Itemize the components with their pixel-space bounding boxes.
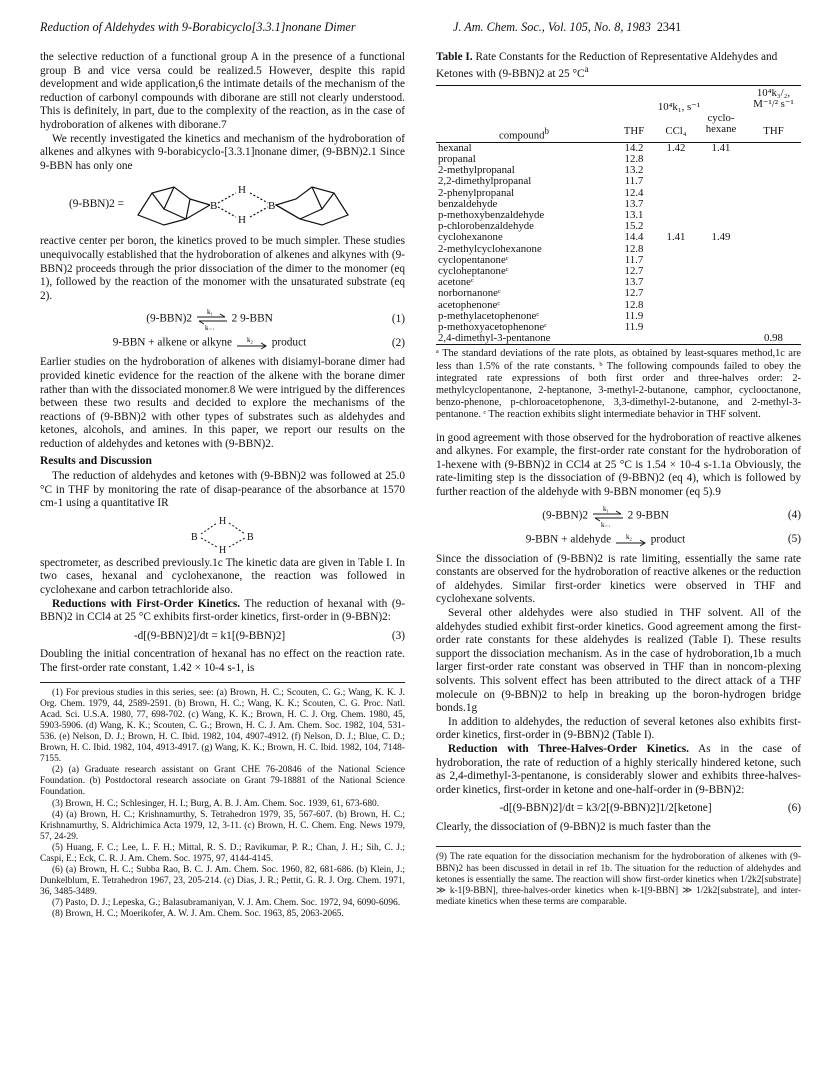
- ccl4-cell: [656, 199, 696, 210]
- compound-cell: p-methoxybenzaldehyde: [438, 208, 545, 221]
- equilibrium-arrow: [591, 505, 625, 527]
- equation-expr: 9-BBN + aldehyde k₂ product: [436, 532, 775, 548]
- svg-text:B: B: [210, 200, 218, 213]
- ccl4-cell: 1.42: [666, 141, 686, 154]
- equilibrium-arrow: [195, 308, 229, 330]
- paragraph: Since the dissociation of (9-BBN)2 is rate limiting, essentially the same rate constants are observed for the hydroboration of reactive alkenes or the reduction of aldehydes. Similar first-order kinetics were observed in THF and cyclohexane solvents.: [436, 552, 801, 606]
- paragraph: Reduction with Three-Halves-Order Kinetics. As in the case of hydroboration, the rate of reduction of a highly sterically hindered ketone, such as 2,4-dimethyl-3-pentanone, is considerably slower and exhibits three-halves-order kinetics, first-order in ketone and one-half-order in (9-BBN)2:: [436, 742, 801, 796]
- ccl4-cell: [656, 311, 696, 322]
- paragraph: Doubling the initial concentration of hexanal has no effect on the reaction rate. The first-order rate constant, 1.42 × 10-4 s-1, is: [40, 648, 405, 674]
- ccl4-cell: [656, 288, 696, 299]
- thf-cell: 11.7: [624, 175, 644, 188]
- k32-cell: [746, 266, 801, 277]
- bbn-bridge-drawing: [183, 514, 263, 554]
- k32-cell: [746, 210, 801, 221]
- cyclohexane-cell: 1.49: [711, 231, 731, 244]
- thf-cell: 12.4: [624, 186, 644, 199]
- cyclohexane-cell: [696, 244, 746, 255]
- references: [40, 682, 405, 921]
- k32-cell: [746, 154, 801, 165]
- svg-text:k₋₁: k₋₁: [204, 324, 215, 331]
- header-cyclohexane: cyclo-hexane: [696, 113, 746, 142]
- compound-cell: cycloheptanoneᶜ: [438, 265, 509, 277]
- paragraph: Several other aldehydes were also studied in THF solvent. All of the aldehydes studied exhibit first-order kinetics. Good agreement among the first-order rate constants for these aldehydes is realized (Table I). These results support the dissociation mechanism. As in the case of hydroboration,1b a much larger first-order rate constant was observed in THF than in noncom-plexing solvents. This solvent effect has been attributed to the direct attack of a THF molecule on (9-BBN)2 to help in breaking up the boron-hydrogen bridge bonds.1g: [436, 606, 801, 715]
- compound-cell: 2,4-dimethyl-3-pentanone: [436, 333, 612, 345]
- thf-cell: 13.7: [624, 197, 644, 210]
- thf-cell: 11.9: [624, 321, 644, 334]
- k32-cell: [746, 288, 801, 299]
- compound-cell: acetophenoneᶜ: [438, 298, 501, 311]
- compound-cell: cyclopentanoneᶜ: [438, 253, 509, 266]
- thf-cell: 13.7: [624, 276, 644, 289]
- cyclohexane-cell: [696, 311, 746, 322]
- compound-cell: benzaldehyde: [438, 197, 498, 210]
- cyclohexane-cell: [696, 322, 746, 333]
- compound-cell: 2,2-dimethylpropanal: [438, 175, 532, 188]
- ccl4-cell: [656, 277, 696, 288]
- equation-5: [436, 532, 801, 548]
- ccl4-cell: [656, 255, 696, 266]
- k32-cell: [746, 188, 801, 199]
- equation-number: (1): [391, 312, 405, 325]
- paragraph: in good agreement with those observed for the hydroboration of reactive alkenes and alkynes. For example, the first-order rate constant for the hydroboration of 1-hexene with (9-BBN)2 in CCl4 at 25 °C is 1.54 × 10-4 s-1.1a Obviously, the rate-limiting step is the dissociation of (9-BBN)2 (eq 4), which is followed by further reaction of the aldehyde with 9-BBN monomer (eq 5).9: [436, 431, 801, 499]
- header-k1: 10⁴k₁, s⁻¹: [612, 85, 746, 113]
- compound-cell: p-methylacetophenoneᶜ: [438, 309, 540, 322]
- thf-cell: 12.8: [624, 152, 644, 165]
- paragraph: Clearly, the dissociation of (9-BBN)2 is much faster than the: [436, 820, 711, 833]
- compound-cell: cyclohexanone: [438, 231, 503, 244]
- cyclohexane-cell: [696, 277, 746, 288]
- ccl4-cell: [656, 333, 696, 345]
- equation-expr: -d[(9-BBN)2]/dt = k1[(9-BBN)2]: [133, 629, 286, 642]
- table-caption: Table I. Rate Constants for the Reduction of Representative Aldehydes and Ketones with (9-BBN)2 at 25 $^\circ C^a$: [436, 51, 778, 80]
- cyclohexane-cell: [696, 176, 746, 187]
- ccl4-cell: [656, 176, 696, 187]
- ccl4-cell: [656, 322, 696, 333]
- section-heading: Results and Discussion: [40, 455, 152, 468]
- thf-cell: 12.8: [624, 242, 644, 255]
- k32-cell: [746, 277, 801, 288]
- k32-cell: [746, 176, 801, 187]
- bbn-dimer-structure: [40, 175, 405, 233]
- structure-label: (9-BBN)2 =: [68, 197, 124, 210]
- paragraph: the selective reduction of a functional group A in the presence of a functional group B and vice versa could be realized.5 However, despite this rapid development and wide application,6 the intimate details of the mechanism of the reduction of carbonyl compounds with diborane are still not clearly understood. This is definitely, in part, due to the complexity of the reaction, as in the case of hydroboration of alkenes with diborane.7: [40, 51, 405, 131]
- paragraph: In addition to aldehydes, the reduction of several ketones also exhibits first-order kinetics, first-order in (9-BBN)2 (Table I).: [436, 715, 801, 742]
- reference: (7) Pasto, D. J.; Lepeska, G.; Balasubramaniyan, V. J. Am. Chem. Soc. 1972, 94, 6090-6096.: [52, 898, 401, 909]
- cyclohexane-cell: [696, 188, 746, 199]
- footnote: (9) The rate equation for the dissociation mechanism for the hydroboration of alkenes with (9-BBN)2 has been discussed in detail in ref 1b. The situation for the reduction of aldehydes and ketones is essentially the same. The reaction will show first-order kinetics when 1/2k2[substrate] ≫ k-1[9-BBN], three-halves-order kinetics when k-1[9-BBN] ≫ 1/2k2[substrate], and inter-mediate kinetics when these terms are comparable.: [436, 846, 801, 907]
- equation-expr: (9-BBN)2 k₁ k₋₁ 2 9-BBN: [146, 308, 273, 331]
- ccl4-cell: [656, 244, 696, 255]
- svg-text:k₁: k₁: [206, 308, 213, 317]
- cyclohexane-cell: [696, 266, 746, 277]
- left-column: [40, 51, 405, 921]
- header-compound: compound$^b$: [436, 113, 612, 142]
- thf-cell: 13.2: [624, 164, 644, 177]
- svg-text:H: H: [238, 184, 246, 197]
- cyclohexane-cell: [696, 255, 746, 266]
- equation-number: (5): [787, 532, 801, 545]
- k32-cell: 0.98: [746, 333, 801, 345]
- equation-expr: -d[(9-BBN)2]/dt = k3/2[(9-BBN)2]1/2[ketone]: [499, 802, 712, 815]
- table-row: [436, 333, 801, 345]
- compound-cell: propanal: [438, 152, 476, 165]
- k32-cell: [746, 221, 801, 232]
- thf-cell: 15.2: [624, 220, 644, 233]
- svg-text:H: H: [238, 214, 246, 227]
- svg-text:H: H: [218, 544, 226, 554]
- paragraph: Earlier studies on the hydroboration of alkenes with disiamyl-borane dimer had provided kinetic evidence for the reaction of the alkene with the borane dimer rather than with the dissociated monomer.8 We were intrigued by the differences between these two results and decided to explore the mechanisms of the reactions of (9-BBN)2 with other types of substrates such as aldehydes and ketones, alcohols, and amines. In this paper, we report our results on the reduction of aldehydes and ketones with (9-BBN)2.: [40, 356, 405, 450]
- thf-cell: 12.7: [624, 287, 644, 300]
- thf-cell: 13.1: [624, 208, 644, 221]
- cyclohexane-cell: [696, 300, 746, 311]
- equation-1: [40, 308, 405, 330]
- equation-3: [40, 630, 405, 644]
- compound-cell: norbornanoneᶜ: [438, 287, 501, 300]
- svg-text:H: H: [218, 515, 226, 527]
- header-thf-2: THF: [746, 113, 801, 142]
- table-row: [436, 176, 801, 187]
- k32-cell: [746, 232, 801, 243]
- reference: (1) For previous studies in this series, see: (a) Brown, H. C.; Scouten, C. G.; Wang, K. K. J. Org. Chem. 1979, 44, 2589-2591. (b) Brown, H. C.; Wang, K. K.; Scouten, C. G. Proc. Natl. Acad. Sci. U.S.A. 1980, 77, 698-702. (c) Wang, K. K.; Brown, H. C. J. Org. Chem. 1980, 45, 5903-5906. (d) Wang, K. K.; Scouten, C. G.; Brown, H. C. J. Am. Chem. Soc. 1982, 104, 531-536. (e) Nelson, D. J.; Brown, H. C. Ibid. 1982, 104, 4907-4912. (f) Nelson, D. J.; Blue, C. D.; Brown, H. C. Ibid. 1982, 104, 4913-4917. (g) Wang, K. K.; Brown, H. C. Ibid. 1982, 104, 7148-7155.: [40, 687, 405, 765]
- svg-text:k₂: k₂: [625, 532, 632, 541]
- reference: (2) (a) Graduate research assistant on Grant CHE 76-20846 of the National Science Foundation. (b) Postdoctoral research associate on Grant 79-18881 of the National Science Foundation.: [40, 765, 405, 798]
- table-row: [436, 142, 801, 154]
- thf-cell: [612, 333, 656, 345]
- equation-number: (6): [787, 802, 801, 815]
- running-header-journal: [453, 20, 681, 35]
- reference: (3) Brown, H. C.; Schlesinger, H. I.; Burg, A. B. J. Am. Chem. Soc. 1939, 61, 673-680.: [52, 798, 380, 809]
- svg-text:k₋₁: k₋₁: [600, 520, 611, 527]
- equation-6: [436, 802, 801, 816]
- k32-cell: [746, 142, 801, 154]
- k32-cell: [746, 244, 801, 255]
- header-k32: 10⁴k₃/₂, M⁻¹/² s⁻¹: [746, 85, 801, 113]
- rate-constants-table: [436, 85, 801, 346]
- run-in-heading: Reductions with First-Order Kinetics.: [52, 597, 241, 610]
- paragraph: The reduction of aldehydes and ketones with (9-BBN)2 was followed at 25.0 °C in THF by monitoring the rate of disap-pearance of the absorbance at 1570 cm-1 using a quantitative IR: [40, 470, 405, 510]
- table-row: [436, 288, 801, 299]
- equation-4: [436, 505, 801, 527]
- svg-text:B: B: [246, 531, 254, 543]
- reference: (4) (a) Brown, H. C.; Krishnamurthy, S. Tetrahedron 1979, 35, 567-607. (b) Brown, H. C.; Krishnamurthy, S. Aldrichimica Acta 1979, 12, 3-11. (c) Brown, H. C. Chem. Eng. News 1979, 57, 24-29.: [40, 809, 405, 842]
- equation-number: (2): [391, 336, 405, 349]
- thf-cell: 12.8: [624, 298, 644, 311]
- ccl4-cell: [656, 300, 696, 311]
- equation-2: [40, 335, 405, 351]
- ccl4-cell: [656, 266, 696, 277]
- paragraph: reactive center per boron, the kinetics proved to be much simpler. These studies unequivocally established that the hydroboration of alkenes and alkynes with (9-BBN)2 proceeds through the prior dissociation of the dimer to the monomer (eq 1), followed by the reaction of the monomer with the unsaturated substrate (eq 2).: [40, 235, 405, 302]
- cyclohexane-cell: [696, 333, 746, 345]
- equation-number: (4): [787, 508, 801, 521]
- k32-cell: [746, 311, 801, 322]
- reference: (6) (a) Brown, H. C.; Subba Rao, B. C. J. Am. Chem. Soc. 1960, 82, 681-686. (b) Klein, J.; Dunkelblum, E. Tetrahedron 1967, 23, 205-214. (c) Dias, J. R.; Pettit, G. R. J. Org. Chem. 1971, 36, 3485-3489.: [40, 865, 405, 898]
- thf-cell: 14.4: [624, 231, 644, 244]
- svg-text:B: B: [190, 531, 198, 543]
- cyclohexane-cell: [696, 154, 746, 165]
- ccl4-cell: [656, 165, 696, 176]
- equation-number: (3): [391, 629, 405, 642]
- cyclohexane-cell: [696, 199, 746, 210]
- right-column: [436, 51, 801, 908]
- reference: (5) Huang, F. C.; Lee, L. F. H.; Mittal, R. S. D.; Ravikumar, P. R.; Chan, J. H.; Sih, C. J.; Caspi, E.; Eck, C. R. J. Am. Chem. Soc. 1975, 97, 4144-4145.: [40, 842, 405, 864]
- ccl4-cell: [656, 154, 696, 165]
- reference: (8) Brown, H. C.; Moerikofer, A. W. J. Am. Chem. Soc. 1963, 85, 2063-2065.: [52, 909, 344, 920]
- page-number: 2341: [656, 20, 682, 34]
- thf-cell: 14.2: [624, 141, 644, 154]
- journal-citation: J. Am. Chem. Soc., Vol. 105, No. 8, 1983: [453, 20, 651, 34]
- thf-cell: 11.9: [624, 309, 644, 322]
- equation-expr: (9-BBN)2 k₁ k₋₁ 2 9-BBN: [542, 504, 669, 527]
- reaction-arrow: [235, 335, 269, 351]
- paragraph: spectrometer, as described previously.1c The kinetic data are given in Table I. In two cases, hexanal and cyclohexanone, the reaction was followed in cyclohexane and carbon tetrachloride also.: [40, 556, 405, 597]
- k32-cell: [746, 255, 801, 266]
- svg-text:k₁: k₁: [602, 504, 609, 513]
- compound-cell: hexanal: [438, 141, 472, 154]
- k32-cell: [746, 300, 801, 311]
- cyclohexane-cell: [696, 165, 746, 176]
- k32-cell: [746, 199, 801, 210]
- svg-text:k₂: k₂: [246, 336, 253, 345]
- cyclohexane-cell: [696, 210, 746, 221]
- thf-cell: 11.7: [624, 253, 644, 266]
- cyclohexane-cell: 1.41: [711, 141, 731, 154]
- equation-expr: 9-BBN + alkene or alkyne k₂ product: [40, 335, 379, 351]
- header-thf: THF: [612, 113, 656, 142]
- compound-cell: acetoneᶜ: [438, 276, 474, 289]
- thf-cell: 12.7: [624, 265, 644, 277]
- k32-cell: [746, 165, 801, 176]
- bbn-bridge-structure: [40, 514, 405, 554]
- table-row: [436, 232, 801, 243]
- ccl4-cell: [656, 210, 696, 221]
- running-header-title: Reduction of Aldehydes with 9-Borabicyclo[3.3.1]nonane Dimer: [40, 20, 356, 34]
- paragraph: Reductions with First-Order Kinetics. The reduction of hexanal with (9-BBN)2 in CCl4 at 25 °C exhibits first-order kinetics, first-order in (9-BBN)2:: [40, 597, 405, 624]
- compound-cell: p-methoxyacetophenoneᶜ: [438, 321, 547, 334]
- compound-cell: p-chlorobenzaldehyde: [438, 220, 534, 233]
- table-notes: ᵃ The standard deviations of the rate plots, as obtained by least-squares method,1c are less than 1.5% of the rate constants. ᵇ The following compounds failed to obey the integrated rate expressions of both first order and three-halves order: 2-methylcyclopentanone, 2-heptanone, 3-methyl-2-butanone, camphor, cyclooctanone, benzo-phenone, p-chloroacetophenone, 3,3-dimethyl-2-butanone, and 2-methyl-3-pentanone. ᶜ The reaction exhibits slight intermediate behavior in THF solvent.: [436, 348, 801, 421]
- compound-cell: 2-phenylpropanal: [438, 186, 515, 199]
- cyclohexane-cell: [696, 288, 746, 299]
- svg-text:B: B: [268, 200, 276, 213]
- compound-cell: 2-methylcyclohexanone: [438, 242, 542, 255]
- ccl4-cell: 1.41: [666, 231, 686, 244]
- run-in-heading: Reduction with Three-Halves-Order Kinetics.: [448, 742, 689, 755]
- compound-cell: 2-methylpropanal: [438, 164, 515, 177]
- table-row: [436, 266, 801, 277]
- reaction-arrow: [614, 532, 648, 548]
- header-ccl4: CCl₄: [656, 113, 696, 142]
- bbn-dimer-drawing: [128, 175, 358, 233]
- paragraph: We recently investigated the kinetics and mechanism of the hydroboration of alkenes and alkynes with 9-borabicyclo-[3.3.1]nonane dimer, (9-BBN)2.1 Since 9-BBN has only one: [40, 132, 405, 172]
- ccl4-cell: [656, 188, 696, 199]
